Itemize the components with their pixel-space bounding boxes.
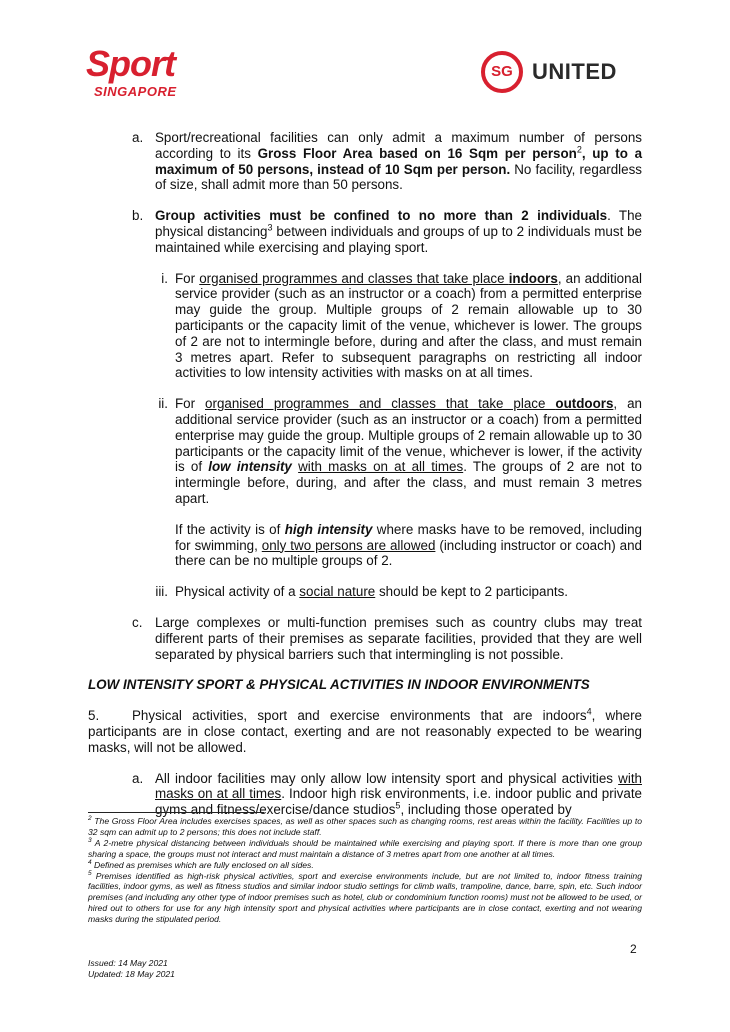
text: No facility, regardless of size, shall admit more than 50 persons. (155, 161, 642, 193)
singapore-logo-subtitle: SINGAPORE (94, 84, 177, 99)
underlined-bold-text: outdoors (555, 396, 614, 412)
text: For (175, 396, 206, 412)
text: , an additional service provider (such as an instructor or a coach) from a permitted enterprise may guide the group. Multiple groups of 2 remain allowable up to 30 participants or the capacity limit of the venue, whichever is lower. The groups of 2 are not to intermingle before, during and after the class, and must remain 3 metres apart. Refer to subsequent paragraphs on restricting all indoor activities to low intensity activities with masks on at all times. (175, 270, 642, 381)
text: Large complexes or multi-function premises such as country clubs may treat different parts of their premises as separate facilities, provided that they are well separated by physical barriers such that intermingling is not possible. (155, 614, 642, 662)
list-marker: b. (132, 208, 144, 224)
united-logo-word: UNITED (532, 59, 617, 84)
text: Physical activities, sport and exercise environments that are indoors (132, 708, 587, 724)
text: , where participants are in close contact, exerting and are not reasonably expected to be wearing masks, will not be allowed. (88, 708, 642, 755)
text: . The groups of 2 are not to intermingle before, during, and after the class, and must remain 3 metres apart. (175, 459, 642, 506)
list-item-b (88, 208, 642, 255)
sub-item-iii (88, 584, 642, 600)
list-item-5a (88, 771, 642, 818)
text: , including those operated by (400, 802, 572, 818)
footnote-2 (88, 816, 642, 838)
list-item-c (88, 615, 642, 662)
underlined-text: with masks on at all times (298, 459, 464, 475)
footnotes (88, 816, 642, 925)
footnote-ref: 3 (267, 222, 273, 233)
text: where masks have to be removed, including for swimming, (175, 521, 642, 553)
footnote-number: 2 (88, 815, 92, 823)
list-marker: iii. (155, 584, 168, 600)
document-body (88, 130, 642, 818)
text: If the activity is of (175, 521, 285, 537)
page-number: 2 (630, 942, 637, 956)
footnote-text: The Gross Floor Area includes exercises spaces, as well as other spaces such as changing rooms, rest areas within the facility. Facilities up to 32 sqm can admit up to 2 persons; this does not include staff. (88, 816, 642, 837)
text: . Indoor high risk environments, i.e. indoor public and private gyms and fitness/exercise/dance studios (155, 786, 642, 818)
sub-item-ii (88, 396, 642, 507)
paragraph-number: 5. (88, 708, 100, 724)
sub-item-i (88, 271, 642, 382)
text: Sport/recreational facilities can only admit a maximum number of persons according to its (155, 130, 642, 161)
text: For (175, 270, 200, 286)
footnote-ref: 5 (395, 800, 401, 811)
bold-text: , up to a maximum of 50 persons, instead of 10 Sqm per person. (155, 145, 643, 177)
footnote-number: 5 (88, 869, 92, 877)
sport-singapore-logo (84, 44, 214, 104)
paragraph-5 (88, 708, 642, 755)
footnote-3 (88, 838, 642, 860)
text: . The physical distancing (155, 208, 642, 239)
list-marker: i. (161, 270, 168, 286)
footnote-4 (88, 860, 642, 871)
text: Physical activity of a (175, 584, 300, 600)
list-marker: a. (132, 770, 144, 786)
underlined-text: only two persons are allowed (261, 537, 436, 553)
text: All indoor facilities may only allow low intensity sport and physical activities (155, 770, 619, 786)
footnote-5 (88, 871, 642, 926)
bold-text: Group activities must be confined to no more than 2 individuals (155, 208, 608, 224)
text: should be kept to 2 participants. (375, 584, 569, 600)
underlined-text: social nature (299, 584, 376, 600)
footnote-text: Premises identified as high-risk physical activities, sport and exercise environments include, but are not limited to, indoor fitness training facilities, indoor gyms, as well as fitness studios and similar indoor studio settings for climb walls, trampoline, dance, barre, spin, etc. Such indoor premises (and including any other type of indoor premises such as hotel, club or condominium function rooms) must not be allowed to be used, or hired out to others for use for any high intensity sport and physical activities where participants are in close contact, exerting and not wearing masks during the stipulated period. (88, 870, 642, 925)
bold-italic-text: high intensity (284, 521, 373, 537)
updated-date: Updated: 18 May 2021 (88, 968, 175, 979)
list-marker: c. (132, 614, 143, 630)
sg-united-logo (480, 50, 640, 96)
underlined-bold-text: indoors (508, 270, 558, 286)
section-heading: LOW INTENSITY SPORT & PHYSICAL ACTIVITIES IN INDOOR ENVIRONMENTS (88, 677, 590, 693)
footnote-ref: 2 (576, 144, 582, 155)
underlined-text: organised programmes and classes that take place (199, 270, 509, 286)
footnote-text: A 2-metre physical distancing between individuals should be maintained while exercising and playing sport. If there is more than one group sharing a space, the groups must not interact and must maintain a distance of 3 metres apart from one another at all times. (88, 837, 642, 859)
list-item-a (88, 130, 642, 193)
underlined-text: organised programmes and classes that take place (205, 396, 556, 412)
sport-logo-word: Sport (86, 43, 175, 84)
sub-item-ii-paragraph-2 (88, 522, 642, 569)
footnote-number: 3 (88, 836, 92, 844)
underlined-text: with masks on at all times (155, 770, 642, 802)
sg-badge-text: SG (491, 63, 513, 80)
footnote-divider (88, 812, 264, 813)
text: , an additional service provider (such as an instructor or a coach) from a permitted enterprise may guide the group. Multiple groups of 2 remain allowable up to 30 participants or the capacity limit of the venue, whichever is lower, if the activity is of (175, 396, 642, 475)
footnote-number: 4 (88, 858, 92, 866)
issued-date: Issued: 14 May 2021 (88, 958, 168, 968)
footnote-ref: 4 (586, 706, 592, 717)
bold-text: Gross Floor Area based on 16 Sqm per person (257, 145, 577, 161)
footnote-text: Defined as premises which are fully enclosed on all sides. (91, 859, 314, 870)
text: between individuals and groups of up to 2 individuals must be maintained while exercising and playing sport. (155, 223, 642, 255)
text: (including instructor or coach) and there can be no multiple groups of 2. (175, 537, 642, 569)
bold-italic-text: low intensity (208, 459, 292, 475)
list-marker: a. (132, 130, 144, 145)
issue-dates (88, 958, 175, 980)
list-marker: ii. (158, 396, 168, 412)
